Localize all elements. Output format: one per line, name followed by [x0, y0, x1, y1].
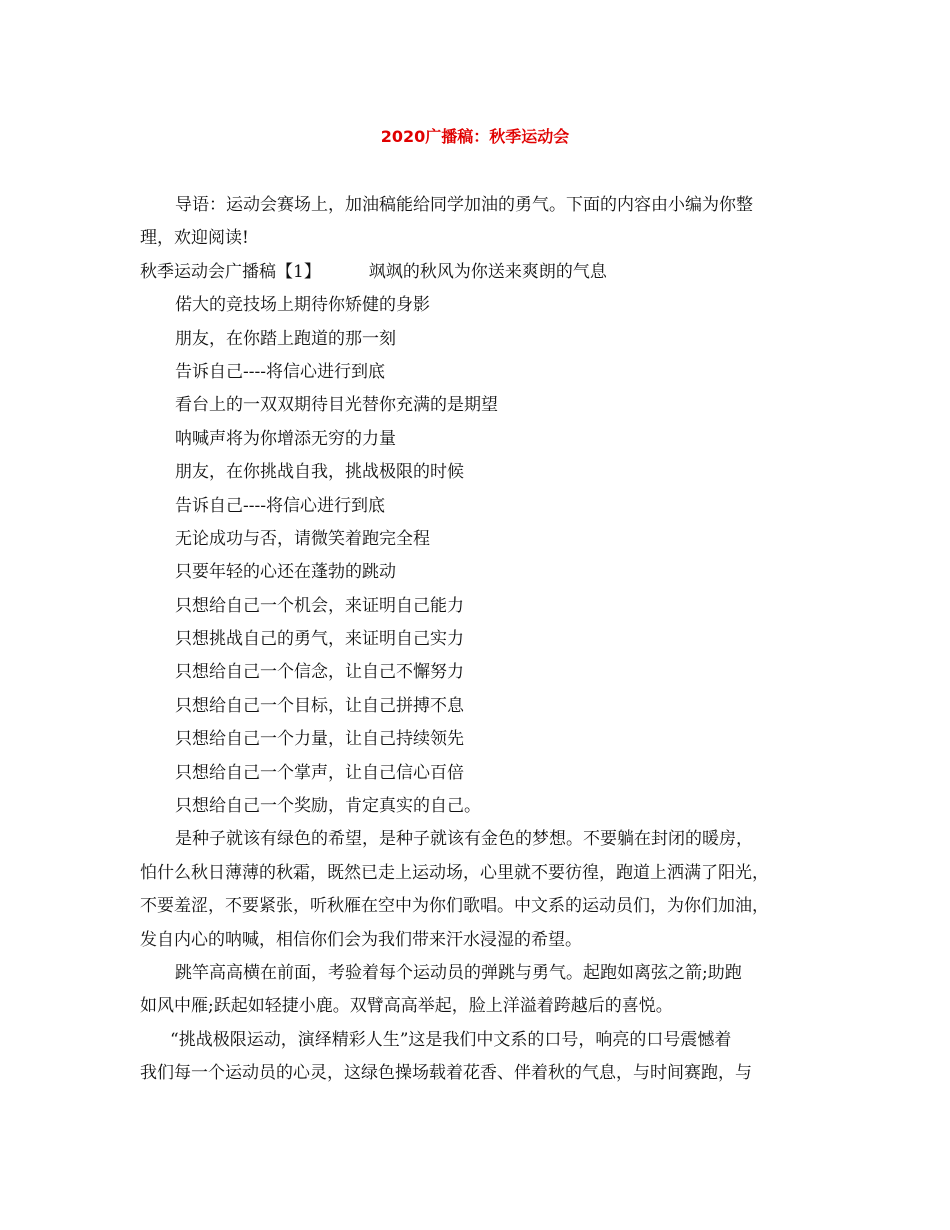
intro-line: 导语：运动会赛场上，加油稿能给同学加油的勇气。下面的内容由小编为你整: [175, 195, 753, 215]
poem-line: 只想给自己一个奖励，肯定真实的自己。: [175, 796, 481, 817]
poem-line: 只想给自己一个信念，让自己不懈努力: [175, 662, 464, 683]
poem-line: 朋友，在你踏上跑道的那一刻: [175, 328, 396, 349]
paragraph-line: 我们每一个运动员的心灵，这绿色操场载着花香、伴着秋的气息，与时间赛跑，与: [140, 1063, 752, 1084]
poem-line: 告诉自己----将信心进行到底: [175, 495, 385, 516]
poem-line: 朋友，在你挑战自我，挑战极限的时候: [175, 462, 464, 483]
paragraph-line: 不要羞涩，不要紧张，听秋雁在空中为你们歌唱。中文系的运动员们，为你们加油，: [140, 896, 769, 917]
paragraph-line: 怕什么秋日薄薄的秋霜，既然已走上运动场，心里就不要彷徨，跑道上洒满了阳光，: [140, 862, 769, 883]
poem-line: 只要年轻的心还在蓬勃的跳动: [175, 562, 396, 583]
poem-line: 只想挑战自己的勇气，来证明自己实力: [175, 629, 464, 650]
paragraph-line: 如风中雁;跃起如轻捷小鹿。双臂高高举起，脸上洋溢着跨越后的喜悦。: [140, 996, 673, 1017]
poem-line: 只想给自己一个力量，让自己持续领先: [175, 729, 464, 750]
poem-line: 告诉自己----将信心进行到底: [175, 361, 385, 382]
poem-line: 呐喊声将为你增添无穷的力量: [175, 428, 396, 449]
poem-line: 无论成功与否，请微笑着跑完全程: [175, 528, 430, 549]
poem-line: 只想给自己一个掌声，让自己信心百倍: [175, 762, 464, 783]
intro-line: 理，欢迎阅读!: [140, 228, 249, 249]
section-heading-line: [140, 256, 810, 289]
paragraph-line: “挑战极限运动，演绎精彩人生”这是我们中文系的口号，响亮的口号震憾着: [170, 1029, 732, 1050]
document-body: [140, 189, 810, 1091]
paragraph-line: 发自内心的呐喊，相信你们会为我们带来汗水浸湿的希望。: [140, 929, 582, 950]
poem-line: 只想给自己一个目标，让自己拼搏不息: [175, 695, 464, 716]
poem-line: 看台上的一双双期待目光替你充满的是期望: [175, 395, 498, 416]
poem-line: 只想给自己一个机会，来证明自己能力: [175, 595, 464, 616]
poem-line: 飒飒的秋风为你送来爽朗的气息: [368, 261, 607, 282]
document-title: 2020广播稿：秋季运动会: [380, 127, 570, 146]
poem-line: 偌大的竞技场上期待你矫健的身影: [175, 295, 430, 316]
paragraph-line: 是种子就该有绿色的希望，是种子就该有金色的梦想。不要躺在封闭的暖房，: [175, 829, 753, 850]
paragraph-line: 跳竿高高横在前面，考验着每个运动员的弹跳与勇气。起跑如离弦之箭;助跑: [175, 962, 742, 983]
section-heading: 秋季运动会广播稿【1】: [140, 261, 321, 282]
